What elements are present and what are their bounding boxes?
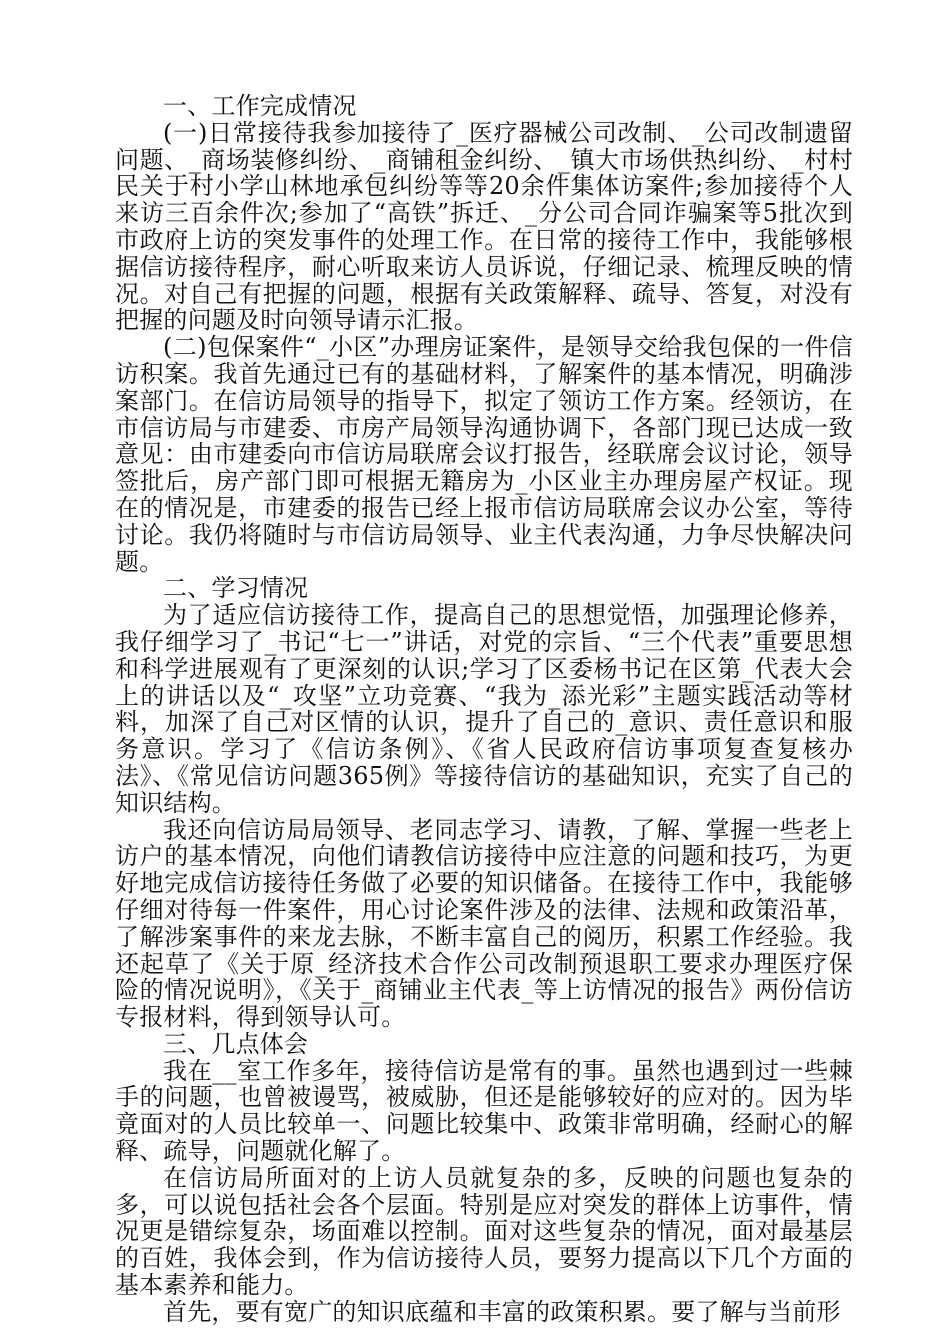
- paragraph-daily-reception: (一)日常接待我参加接待了_医疗器械公司改制、_公司改制遗留问题、_商场装修纠纷、_商铺租金纠纷、_镇大市场供热纠纷、_村村民关于村小学山林地承包纠纷等等20余件集体访案件;参加接待个人来访三百余件次;参加了“高铁”拆迁、_分公司合同诈骗案等5批次到市政府上访的突发事件的处理工作。在日常的接待工作中，我能够根据信访接待程序，耐心听取来访人员诉说，仔细记录、梳理反映的情况。对自己有把握的问题，根据有关政策解释、疏导、答复，对没有把握的问题及时向领导请示汇报。: [115, 118, 853, 335]
- section-heading-study: 二、学习情况: [163, 574, 309, 603]
- paragraph-reflection-complexity: 在信访局所面对的上访人员就复杂的多，反映的问题也复杂的多，可以说包括社会各个层面。特别是应对突发的群体上访事件，情况更是错综复杂，场面难以控制。面对这些复杂的情况，面对最基层的百姓，我体会到，作为信访接待人员，要努力提高以下几个方面的基本素养和能力。: [115, 1163, 853, 1300]
- section-heading-reflections: 三、几点体会: [163, 1029, 309, 1058]
- paragraph-study-theory: 为了适应信访接待工作，提高自己的思想觉悟，加强理论修养，我仔细学习了_书记“七一”讲话，对党的宗旨、“三个代表”重要思想和科学进展观有了更深刻的认识;学习了区委杨书记在区第_代表大会上的讲话以及“_攻坚”立功竞赛、“我为_添光彩”主题实践活动等材料，加深了自己对区情的认识，提升了自己的_意识、责任意识和服务意识。学习了《信访条例》、《省人民政府信访事项复查复核办法》、《常见信访问题365例》等接待信访的基础知识，充实了自己的知识结构。: [115, 601, 853, 817]
- paragraph-reflection-first: 首先，要有宽广的知识底蕴和丰富的政策积累。要了解与当前形: [163, 1297, 841, 1326]
- section-heading-work-completion: 一、工作完成情况: [163, 92, 357, 120]
- document-body: [115, 93, 853, 1326]
- paragraph-reflection-experience: 我在__室工作多年，接待信访是常有的事。虽然也遇到过一些棘手的问题，也曾被谩骂，被威胁，但还是能够较好的应对的。因为毕竟面对的人员比较单一、问题比较集中、政策非常明确，经耐心的解释、疏导，问题就化解了。: [115, 1056, 853, 1166]
- paragraph-study-colleagues: 我还向信访局局领导、老同志学习、请教，了解、掌握一些老上访户的基本情况，向他们请教信访接待中应注意的问题和技巧，为更好地完成信访接待任务做了必要的知识储备。在接待工作中，我能够仔细对待每一件案件，用心讨论案件涉及的法律、法规和政策沿革，了解涉案事件的来龙去脉，不断丰富自己的阅历，积累工作经验。我还起草了《关于原_经济技术合作公司改制预退职工要求办理医疗保险的情况说明》，《关于_商铺业主代表_等上访情况的报告》两份信访专报材料，得到领导认可。: [115, 815, 853, 1032]
- paragraph-case-handling: (二)包保案件“_小区”办理房证案件，是领导交给我包保的一件信访积案。我首先通过已有的基础材料，了解案件的基本情况，明确涉案部门。在信访局领导的指导下，拟定了领访工作方案。经领访，在市信访局与市建委、市房产局领导沟通协调下，各部门现已达成一致意见：由市建委向市信访局联席会议打报告，经联席会议讨论，领导签批后，房产部门即可根据无籍房为_小区业主办理房屋产权证。现在的情况是，市建委的报告已经上报市信访局联席会议办公室，等待讨论。我仍将随时与市信访局领导、业主代表沟通，力争尽快解决问题。: [115, 333, 853, 576]
